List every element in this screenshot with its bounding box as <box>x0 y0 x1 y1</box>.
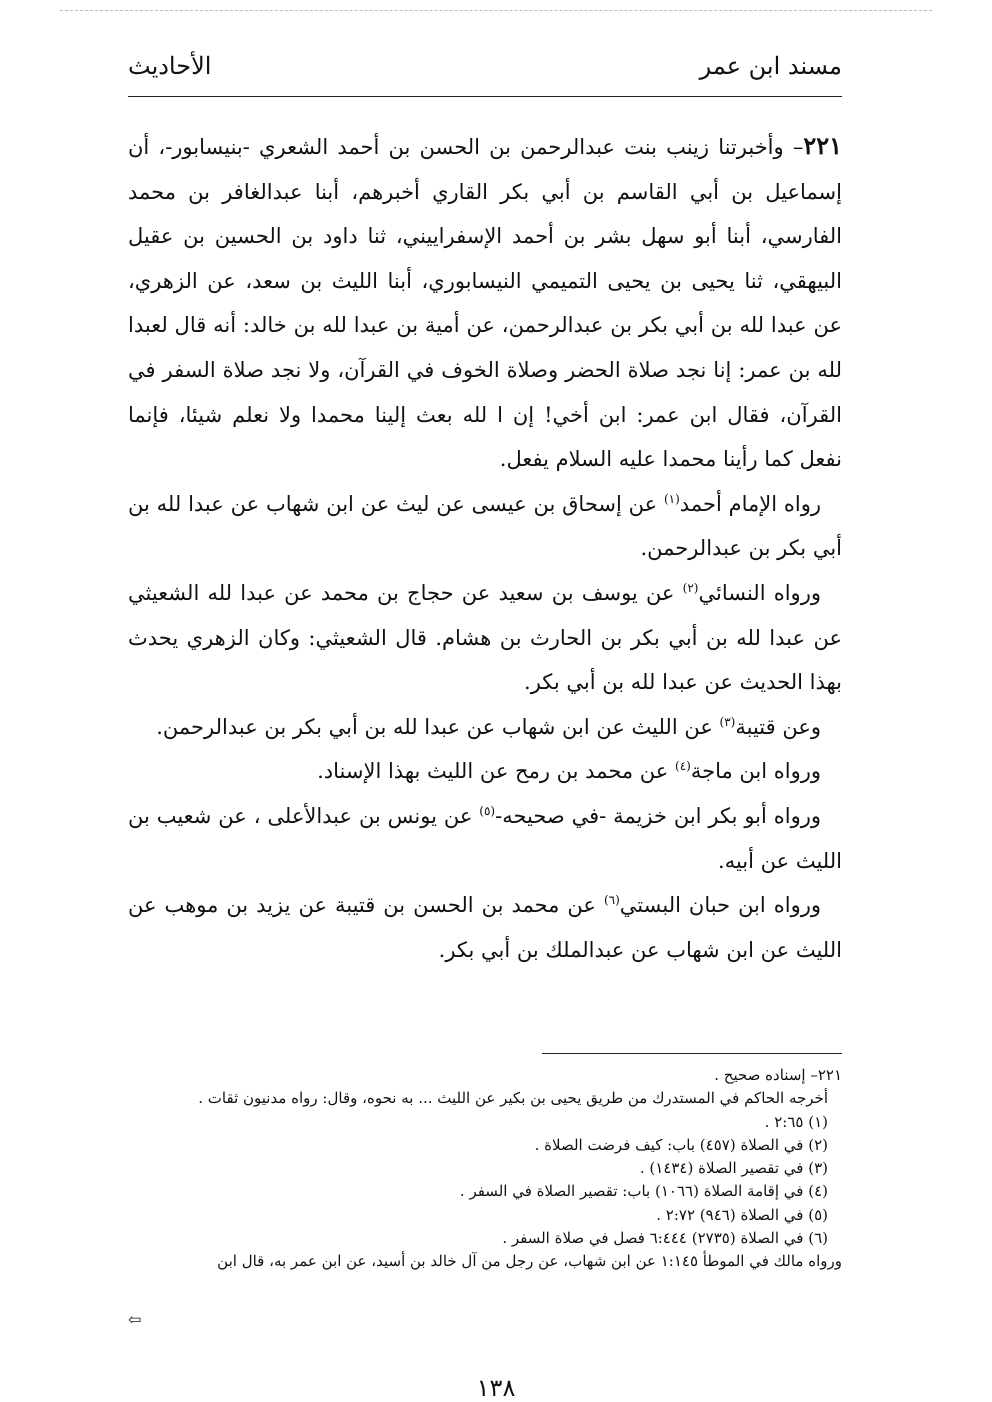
footnote-mark: (١) <box>663 491 680 506</box>
footnote-item: (٤) في إقامة الصلاة (١٠٦٦) باب: تقصير الصلاة في السفر . <box>459 1182 828 1201</box>
footnote-mark: (٣) <box>719 714 736 729</box>
footnote-intro: ٢٢١– إسناده صحيح . <box>714 1066 842 1084</box>
riwaya-text: ورواه أبو بكر ابن خزيمة -في صحيحه- <box>495 803 821 828</box>
footnote-mark: (٥) <box>479 803 496 818</box>
footnote-item: (٢) في الصلاة (٤٥٧) باب: كيف فرضت الصلاة . <box>534 1135 828 1154</box>
arrow-left-icon: ⇦ <box>128 1310 142 1329</box>
riwaya-text: عن يوسف بن سعيد عن حجاج بن محمد عن عبدا لله الشعيثي عن عبدا لله بن أبي بكر بن الحارث بن هشام. قال الشعيثي: وكان الزهري يحدث بهذا الحديث عن عبدا لله بن أبي بكر. <box>128 580 842 695</box>
footnote-item: (٦) في الصلاة (٢٧٣٥) ٦:٤٤٤ فصل في صلاة السفر . <box>502 1229 828 1248</box>
footnote-item: (١) ٢:٦٥ . <box>764 1112 828 1131</box>
riwaya-text: ورواه ابن ماجة <box>690 759 821 784</box>
riwaya-paragraph <box>128 749 842 794</box>
riwaya-text: عن يونس بن عبدالأعلى ، عن شعيب بن الليث عن أبيه. <box>128 803 842 873</box>
page-header <box>128 52 842 86</box>
footnote-item: (٥) في الصلاة (٩٤٦) ٢:٧٢ . <box>656 1205 828 1224</box>
footnote-mark: (٤) <box>675 759 691 774</box>
hadith-paragraph <box>128 124 842 482</box>
riwaya-text: وعن قتيبة <box>735 714 821 739</box>
header-section-title: الأحاديث <box>128 52 212 80</box>
riwaya-text: عن الليث عن ابن شهاب عن عبدا لله بن أبي بكر بن عبدالرحمن. <box>156 714 720 739</box>
top-dashed-rule <box>60 10 932 11</box>
riwaya-text: عن محمد بن رمح عن الليث بهذا الإسناد. <box>317 759 675 784</box>
footnote-item: (٣) في تقصير الصلاة (١٤٣٤) . <box>639 1159 828 1178</box>
riwaya-paragraph <box>128 794 842 883</box>
riwaya-paragraph <box>128 571 842 705</box>
riwaya-text: ورواه ابن حبان البستي <box>619 893 821 918</box>
riwaya-text: عن محمد بن الحسن بن قتيبة عن يزيد بن موهب عن الليث عن ابن شهاب عن عبدالملك بن أبي بكر. <box>128 893 842 962</box>
riwaya-text: ورواه النسائي <box>698 580 821 605</box>
footnotes <box>122 1064 842 1274</box>
riwaya-paragraph <box>128 705 842 750</box>
footnote-mark: (٢) <box>682 580 699 595</box>
riwaya-paragraph <box>128 482 842 571</box>
footnote-mark: (٦) <box>603 893 620 908</box>
riwaya-text: عن إسحاق بن عيسى عن ليث عن ابن شهاب عن عبدا لله بن أبي بكر بن عبدالرحمن. <box>128 491 842 561</box>
page-number: ١٣٨ <box>476 1374 516 1402</box>
main-text <box>128 124 842 972</box>
riwaya-text: رواه الإمام أحمد <box>679 491 821 516</box>
hadith-text: – وأخبرتنا زينب بنت عبدالرحمن بن الحسن بن أحمد الشعري -بنيسابور-، أن إسماعيل بن أبي القاسم بن أبي بكر القاري أخبرهم، أبنا عبدالغافر بن محمد الفارسي، أبنا أبو سهل بشر بن أحمد الإسفراييني، ثنا داود بن الحسين بن عقيل البيهقي، ثنا يحيى بن يحيى التميمي النيسابوري، أبنا الليث بن سعد، عن الزهري، عن عبدا لله بن أبي بكر بن عبدالرحمن، عن أمية بن عبدا لله بن خالد: أنه قال لعبدا لله بن عمر: إنا نجد صلاة الحضر وصلاة الخوف في القرآن، ولا نجد صلاة السفر في القرآن، فقال ابن عمر: ابن أخي! إن ا لله بعث إلينا محمدا ولا نعلم شيئا، فإنما نفعل كما رأينا محمدا عليه السلام يفعل. <box>128 135 842 472</box>
footnote-malik: ورواه مالك في الموطأ ١:١٤٥ عن ابن شهاب، عن رجل من آل خالد بن أسيد، عن ابن عمر به، قال ابن <box>217 1252 842 1271</box>
hadith-number: ٢٢١ <box>803 131 842 160</box>
header-rule <box>128 96 842 97</box>
riwaya-paragraph <box>128 883 842 972</box>
header-book-title: مسند ابن عمر <box>699 52 842 80</box>
footnote-hakim: أخرجه الحاكم في المستدرك من طريق يحيى بن بكير عن الليث ... به نحوه، وقال: رواه مدنيون ثقات . <box>198 1089 828 1108</box>
footnote-separator <box>542 1053 842 1054</box>
